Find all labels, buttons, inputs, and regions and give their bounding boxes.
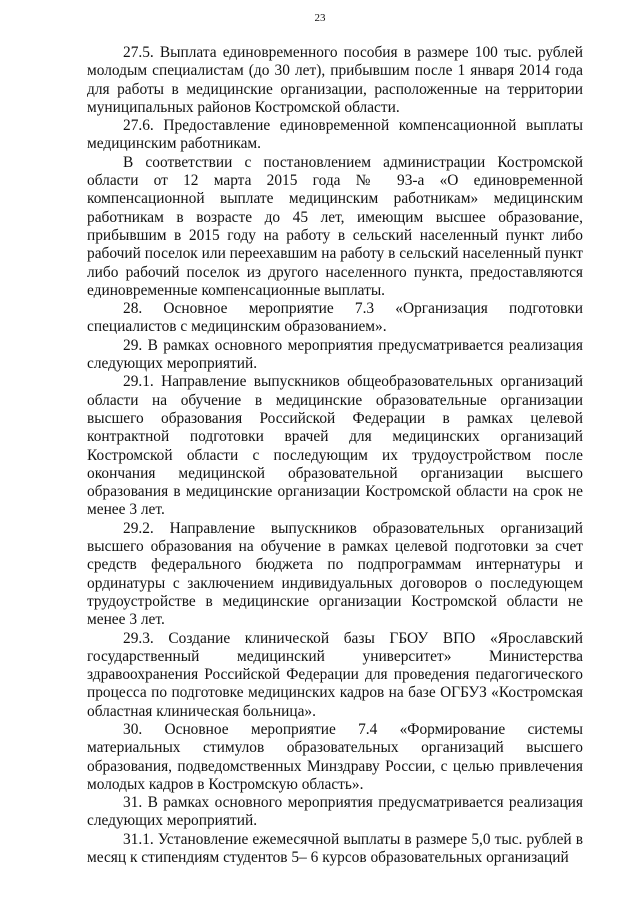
paragraph-29-2: 29.2. Направление выпускников образовательных организаций высшего образования на обучение в рамках целевой подготовки за счет средств федерального бюджета по подпрограммам интернатуры и ординатуры с заключением индивидуальных договоров о последующем трудоустройстве в медицинские организации Костромской области не менее 3 лет. bbox=[87, 519, 583, 629]
paragraph-resolution-93a: В соответствии с постановлением администрации Костромской области от 12 марта 2015 года № 93-а «О единовременной компенсационной выплате медицинским работникам» медицинским работникам в возрасте до 45 лет, имеющим высшее образование, прибывшим в 2015 году на работу в сельский населенный пункт либо рабочий поселок или переехавшим на работу в сельский населенный пункт либо рабочий поселок из другого населенного пункта, предоставляются единовременные компенсационные выплаты. bbox=[87, 153, 583, 299]
paragraph-27-5: 27.5. Выплата единовременного пособия в размере 100 тыс. рублей молодым специалистам (до 30 лет), прибывшим после 1 января 2014 года для работы в медицинские организации, расположенные на территории муниципальных районов Костромской области. bbox=[87, 44, 583, 116]
paragraph-27-6: 27.6. Предоставление единовременной компенсационной выплаты медицинским работникам. bbox=[87, 117, 583, 153]
document-body bbox=[87, 44, 583, 867]
paragraph-29: 29. В рамках основного мероприятия предусматривается реализация следующих мероприятий. bbox=[87, 336, 583, 373]
paragraph-28: 28. Основное мероприятие 7.3 «Организация подготовки специалистов с медицинским образованием». bbox=[87, 300, 583, 336]
paragraph-31-1: 31.1. Установление ежемесячной выплаты в размере 5,0 тыс. рублей в месяц к стипендиям студентов 5– 6 курсов образовательных организаций bbox=[87, 830, 583, 867]
paragraph-31: 31. В рамках основного мероприятия предусматривается реализация следующих мероприятий. bbox=[87, 794, 583, 830]
page-number: 23 bbox=[314, 12, 326, 24]
paragraph-29-1: 29.1. Направление выпускников общеобразовательных организаций области на обучение в медицинские образовательные организации высшего образования Российской Федерации в рамках целевой контрактной подготовки врачей для медицинских организаций Костромской области с последующим их трудоустройством после окончания медицинской образовательной организации высшего образования в медицинские организации Костромской области на срок не менее 3 лет. bbox=[87, 373, 583, 519]
paragraph-29-3: 29.3. Создание клинической базы ГБОУ ВПО «Ярославский государственный медицинский университет» Министерства здравоохранения Российской Федерации для проведения педагогического процесса по подготовке медицинских кадров на базе ОГБУЗ «Костромская областная клиническая больница». bbox=[87, 629, 583, 720]
paragraph-30: 30. Основное мероприятие 7.4 «Формирование системы материальных стимулов образовательных организаций высшего образования, подведомственных Минздраву России, с целью привлечения молодых кадров в Костромскую область». bbox=[87, 720, 583, 793]
